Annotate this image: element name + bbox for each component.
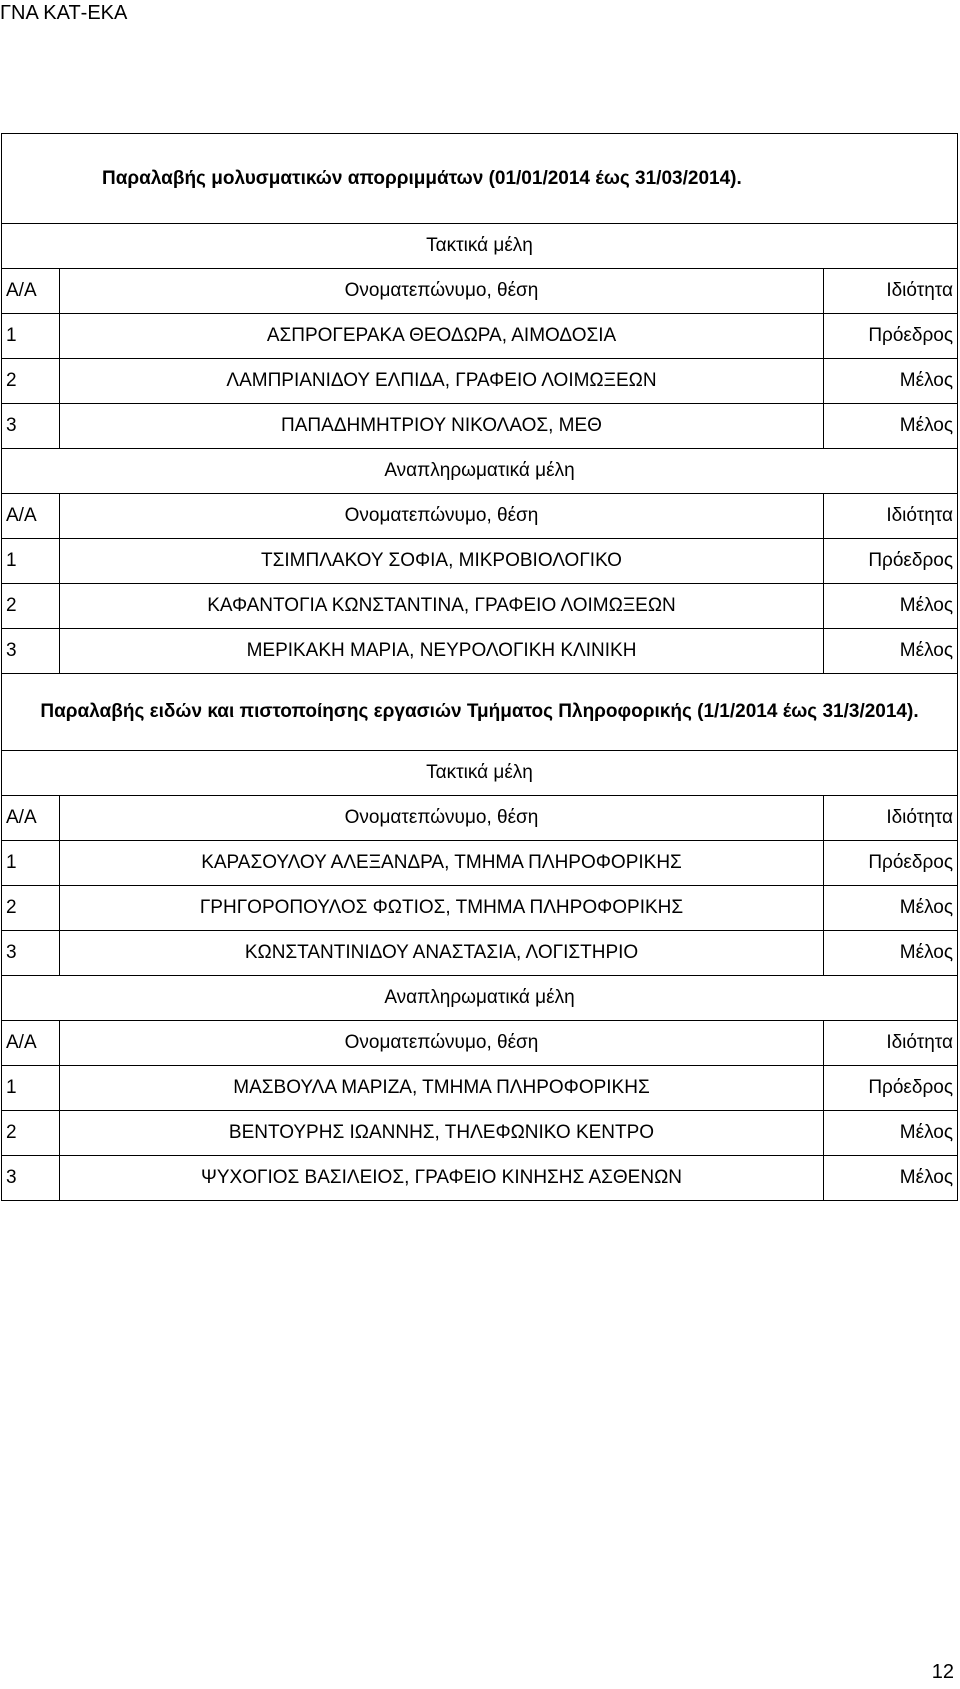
row-name: ΤΣΙΜΠΛΑΚΟΥ ΣΟΦΙΑ, ΜΙΚΡΟΒΙΟΛΟΓΙΚΟ: [60, 539, 824, 584]
row-role: Πρόεδρος: [824, 841, 958, 886]
column-header-row: [2, 269, 958, 314]
group-label: Αναπληρωματικά μέλη: [2, 976, 958, 1021]
row-name: ΛΑΜΠΡΙΑΝΙΔΟΥ ΕΛΠΙΔΑ, ΓΡΑΦΕΙΟ ΛΟΙΜΩΞΕΩΝ: [60, 359, 824, 404]
row-no: 2: [2, 584, 60, 629]
table-row: [2, 539, 958, 584]
row-no: 1: [2, 1066, 60, 1111]
col-header-role: Ιδιότητα: [824, 269, 958, 314]
row-role: Πρόεδρος: [824, 1066, 958, 1111]
row-name: ΨΥΧΟΓΙΟΣ ΒΑΣΙΛΕΙΟΣ, ΓΡΑΦΕΙΟ ΚΙΝΗΣΗΣ ΑΣΘΕΝΩΝ: [60, 1156, 824, 1201]
table-row: [2, 629, 958, 674]
table-row: [2, 931, 958, 976]
row-no: 3: [2, 1156, 60, 1201]
row-role: Μέλος: [824, 584, 958, 629]
row-role: Μέλος: [824, 1111, 958, 1156]
row-name: ΚΑΡΑΣΟΥΛΟΥ ΑΛΕΞΑΝΔΡΑ, ΤΜΗΜΑ ΠΛΗΡΟΦΟΡΙΚΗΣ: [60, 841, 824, 886]
row-no: 3: [2, 931, 60, 976]
table-row: [2, 1066, 958, 1111]
table-row: [2, 886, 958, 931]
table-row: [2, 1111, 958, 1156]
row-name: ΓΡΗΓΟΡΟΠΟΥΛΟΣ ΦΩΤΙΟΣ, ΤΜΗΜΑ ΠΛΗΡΟΦΟΡΙΚΗΣ: [60, 886, 824, 931]
group-label: Αναπληρωματικά μέλη: [2, 449, 958, 494]
row-no: 2: [2, 886, 60, 931]
row-name: ΚΩΝΣΤΑΝΤΙΝΙΔΟΥ ΑΝΑΣΤΑΣΙΑ, ΛΟΓΙΣΤΗΡΙΟ: [60, 931, 824, 976]
col-header-name: Ονοματεπώνυμο, θέση: [60, 269, 824, 314]
row-role: Πρόεδρος: [824, 314, 958, 359]
committees-table: [1, 133, 958, 1201]
col-header-name: Ονοματεπώνυμο, θέση: [60, 1021, 824, 1066]
table-row: [2, 359, 958, 404]
col-header-name: Ονοματεπώνυμο, θέση: [60, 494, 824, 539]
table-row: [2, 584, 958, 629]
table-row: [2, 314, 958, 359]
row-role: Μέλος: [824, 886, 958, 931]
row-no: 1: [2, 539, 60, 584]
page-header: ΓΝΑ ΚΑΤ-ΕΚΑ: [0, 2, 128, 24]
page-number: 12: [931, 1661, 954, 1683]
row-no: 3: [2, 404, 60, 449]
section-title-row: [2, 674, 958, 751]
row-role: Μέλος: [824, 404, 958, 449]
section-title: Παραλαβής ειδών και πιστοποίησης εργασιών Τμήματος Πληροφορικής (1/1/2014 έως 31/3/2014).: [2, 674, 958, 751]
row-role: Μέλος: [824, 629, 958, 674]
row-name: ΜΕΡΙΚΑΚΗ ΜΑΡΙΑ, ΝΕΥΡΟΛΟΓΙΚΗ ΚΛΙΝΙΚΗ: [60, 629, 824, 674]
col-header-no: Α/Α: [2, 494, 60, 539]
row-name: ΚΑΦΑΝΤΟΓΙΑ ΚΩΝΣΤΑΝΤΙΝΑ, ΓΡΑΦΕΙΟ ΛΟΙΜΩΞΕΩΝ: [60, 584, 824, 629]
col-header-no: Α/Α: [2, 796, 60, 841]
col-header-role: Ιδιότητα: [824, 796, 958, 841]
column-header-row: [2, 796, 958, 841]
row-no: 3: [2, 629, 60, 674]
col-header-no: Α/Α: [2, 1021, 60, 1066]
row-no: 1: [2, 314, 60, 359]
row-no: 2: [2, 359, 60, 404]
section-title-row: [2, 134, 958, 224]
row-role: Μέλος: [824, 1156, 958, 1201]
group-label: Τακτικά μέλη: [2, 751, 958, 796]
row-role: Μέλος: [824, 931, 958, 976]
group-label-row: [2, 976, 958, 1021]
col-header-no: Α/Α: [2, 269, 60, 314]
group-label-row: [2, 224, 958, 269]
row-name: ΜΑΣΒΟΥΛΑ ΜΑΡΙΖΑ, ΤΜΗΜΑ ΠΛΗΡΟΦΟΡΙΚΗΣ: [60, 1066, 824, 1111]
row-role: Πρόεδρος: [824, 539, 958, 584]
col-header-role: Ιδιότητα: [824, 1021, 958, 1066]
row-name: ΠΑΠΑΔΗΜΗΤΡΙΟΥ ΝΙΚΟΛΑΟΣ, ΜΕΘ: [60, 404, 824, 449]
row-name: ΑΣΠΡΟΓΕΡΑΚΑ ΘΕΟΔΩΡΑ, ΑΙΜΟΔΟΣΙΑ: [60, 314, 824, 359]
row-no: 1: [2, 841, 60, 886]
table-row: [2, 1156, 958, 1201]
table-row: [2, 841, 958, 886]
row-role: Μέλος: [824, 359, 958, 404]
group-label-row: [2, 751, 958, 796]
row-no: 2: [2, 1111, 60, 1156]
group-label: Τακτικά μέλη: [2, 224, 958, 269]
column-header-row: [2, 1021, 958, 1066]
column-header-row: [2, 494, 958, 539]
col-header-role: Ιδιότητα: [824, 494, 958, 539]
group-label-row: [2, 449, 958, 494]
table-row: [2, 404, 958, 449]
row-name: ΒΕΝΤΟΥΡΗΣ ΙΩΑΝΝΗΣ, ΤΗΛΕΦΩΝΙΚΟ ΚΕΝΤΡΟ: [60, 1111, 824, 1156]
col-header-name: Ονοματεπώνυμο, θέση: [60, 796, 824, 841]
section-title: Παραλαβής μολυσματικών απορριμμάτων (01/01/2014 έως 31/03/2014).: [2, 134, 958, 224]
